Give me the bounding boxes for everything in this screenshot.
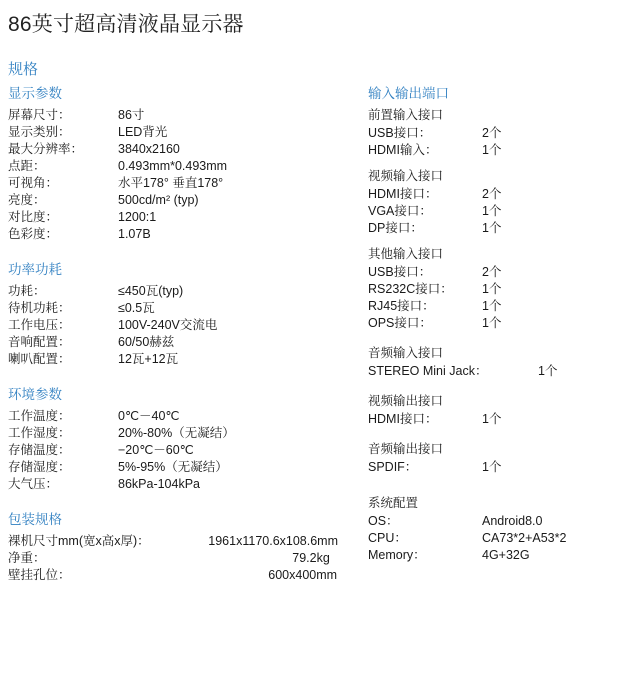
right-column bbox=[368, 86, 628, 574]
row-label: STEREO Mini Jack： bbox=[368, 364, 488, 378]
row-value: 4G+32G bbox=[482, 548, 530, 562]
row-value: 1个 bbox=[482, 299, 502, 313]
spacer bbox=[8, 503, 338, 512]
row-label: 可视角： bbox=[8, 176, 59, 190]
table-row bbox=[8, 283, 217, 300]
system-config-table bbox=[368, 513, 566, 564]
video-input-subtitle: 视频输入接口 bbox=[368, 169, 444, 183]
audio-input-subtitle: 音频输入接口 bbox=[368, 346, 444, 360]
table-row bbox=[8, 533, 338, 550]
audio-input-table bbox=[368, 363, 557, 380]
row-value: 500cd/m² (typ) bbox=[118, 193, 199, 207]
table-row bbox=[8, 550, 338, 567]
row-label: 功耗： bbox=[8, 284, 46, 298]
io-ports-title: 输入输出端口 bbox=[368, 86, 449, 101]
row-value: Android8.0 bbox=[482, 514, 543, 528]
row-label: Memory： bbox=[368, 548, 426, 562]
table-row bbox=[8, 408, 235, 425]
row-label: HDMI接口： bbox=[368, 412, 438, 426]
row-label: HDMI接口： bbox=[368, 187, 438, 201]
spacer bbox=[8, 253, 338, 262]
row-label: 最大分辨率： bbox=[8, 142, 84, 156]
row-label: 工作湿度： bbox=[8, 426, 71, 440]
row-value: −20℃－60℃ bbox=[118, 443, 194, 457]
row-label: 色彩度： bbox=[8, 227, 59, 241]
row-value: 1200:1 bbox=[118, 210, 157, 224]
row-label: 存储温度： bbox=[8, 443, 71, 457]
row-value: 3840x2160 bbox=[118, 142, 180, 156]
row-value: ≤450瓦(typ) bbox=[118, 284, 184, 298]
row-value: 1个 bbox=[538, 364, 558, 378]
spacer bbox=[8, 378, 338, 387]
row-value: 1个 bbox=[482, 412, 502, 426]
table-row bbox=[8, 141, 227, 158]
packaging-title: 包装规格 bbox=[8, 512, 62, 527]
row-value: 20%-80%（无凝结） bbox=[118, 426, 235, 440]
power-parameters-title: 功率功耗 bbox=[8, 262, 62, 277]
row-value: 1个 bbox=[482, 460, 502, 474]
system-config-title: 系统配置 bbox=[368, 496, 419, 510]
audio-output-table bbox=[368, 459, 501, 476]
video-output-subtitle: 视频输出接口 bbox=[368, 394, 444, 408]
row-label: 大气压： bbox=[8, 477, 59, 491]
row-label: 亮度： bbox=[8, 193, 46, 207]
table-row bbox=[368, 363, 557, 380]
table-row bbox=[368, 203, 501, 220]
row-label: CPU： bbox=[368, 531, 407, 545]
row-value: 1个 bbox=[482, 204, 502, 218]
row-value: 1个 bbox=[482, 221, 502, 235]
table-row bbox=[368, 411, 501, 428]
row-value: LED背光 bbox=[118, 125, 168, 139]
row-label: 屏幕尺寸： bbox=[8, 108, 71, 122]
row-value: 1961x1170.6x108.6mm bbox=[208, 534, 338, 548]
front-input-table bbox=[368, 125, 501, 159]
table-row bbox=[8, 175, 227, 192]
spacer bbox=[368, 237, 628, 246]
row-label: DP接口： bbox=[368, 221, 423, 235]
table-row bbox=[8, 124, 227, 141]
row-label: VGA接口： bbox=[368, 204, 432, 218]
row-value: 86kPa-104kPa bbox=[118, 477, 201, 491]
spec-section-heading: 规格 bbox=[8, 61, 39, 78]
table-row bbox=[368, 142, 501, 159]
spacer bbox=[368, 159, 628, 168]
table-row bbox=[8, 209, 227, 226]
table-row bbox=[368, 530, 566, 547]
table-row bbox=[368, 459, 501, 476]
row-label: 喇叭配置： bbox=[8, 352, 71, 366]
table-row bbox=[8, 158, 227, 175]
spacer bbox=[368, 380, 628, 393]
video-input-table bbox=[368, 186, 501, 237]
row-value: 5%-95%（无凝结） bbox=[118, 460, 228, 474]
environment-parameters-table bbox=[8, 408, 235, 493]
row-value: 1个 bbox=[482, 316, 502, 330]
table-row bbox=[8, 107, 227, 124]
table-row bbox=[368, 264, 501, 281]
row-value: 1.07B bbox=[118, 227, 151, 241]
row-label: 显示类别： bbox=[8, 125, 71, 139]
row-value: 水平178° 垂直178° bbox=[118, 176, 224, 190]
system-config-group bbox=[368, 495, 628, 564]
table-row bbox=[8, 459, 235, 476]
row-value: 1个 bbox=[482, 143, 502, 157]
power-parameters-group bbox=[8, 262, 338, 368]
page-title: 86英寸超高清液晶显示器 bbox=[8, 13, 244, 36]
table-row bbox=[8, 192, 227, 209]
table-row bbox=[368, 298, 501, 315]
row-value: 12瓦+12瓦 bbox=[118, 352, 179, 366]
row-value: ≤0.5瓦 bbox=[118, 301, 155, 315]
table-row bbox=[8, 442, 235, 459]
other-input-table bbox=[368, 264, 501, 332]
row-label: 对比度： bbox=[8, 210, 59, 224]
front-input-subtitle: 前置输入接口 bbox=[368, 108, 444, 122]
table-row bbox=[8, 567, 338, 584]
table-row bbox=[8, 300, 217, 317]
spacer bbox=[368, 332, 628, 345]
left-column bbox=[8, 86, 338, 594]
display-parameters-table bbox=[8, 107, 227, 243]
table-row bbox=[368, 220, 501, 237]
environment-parameters-title: 环境参数 bbox=[8, 387, 62, 402]
table-row bbox=[368, 125, 501, 142]
display-parameters-group bbox=[8, 86, 338, 243]
row-label: USB接口： bbox=[368, 126, 432, 140]
row-value: 0℃－40℃ bbox=[118, 409, 180, 423]
table-row bbox=[368, 513, 566, 530]
row-value: 86寸 bbox=[118, 108, 145, 122]
packaging-group bbox=[8, 512, 338, 584]
row-label: RJ45接口： bbox=[368, 299, 435, 313]
table-row bbox=[8, 425, 235, 442]
other-input-subtitle: 其他输入接口 bbox=[368, 247, 444, 261]
row-value: 79.2kg bbox=[292, 551, 330, 565]
row-value: 100V-240V交流电 bbox=[118, 318, 218, 332]
io-ports-group bbox=[368, 86, 628, 476]
packaging-table bbox=[8, 533, 338, 584]
table-row bbox=[8, 476, 235, 493]
table-row bbox=[8, 351, 217, 368]
row-label: 点距： bbox=[8, 159, 46, 173]
row-label: 工作温度： bbox=[8, 409, 71, 423]
display-parameters-title: 显示参数 bbox=[8, 86, 62, 101]
table-row bbox=[368, 547, 566, 564]
row-value: CA73*2+A53*2 bbox=[482, 531, 567, 545]
row-label: HDMI输入： bbox=[368, 143, 438, 157]
row-value: 0.493mm*0.493mm bbox=[118, 159, 228, 173]
spacer bbox=[368, 428, 628, 441]
row-value: 2个 bbox=[482, 265, 502, 279]
row-label: USB接口： bbox=[368, 265, 432, 279]
row-value: 2个 bbox=[482, 187, 502, 201]
row-label: 裸机尺寸mm(宽x高x厚)： bbox=[8, 534, 150, 548]
table-row bbox=[8, 317, 217, 334]
row-label: 净重： bbox=[8, 551, 46, 565]
video-output-table bbox=[368, 411, 501, 428]
row-value: 2个 bbox=[482, 126, 502, 140]
row-label: RS232C接口： bbox=[368, 282, 453, 296]
table-row bbox=[8, 226, 227, 243]
row-value: 600x400mm bbox=[268, 568, 338, 582]
environment-parameters-group bbox=[8, 387, 338, 493]
row-label: OS： bbox=[368, 514, 399, 528]
table-row bbox=[368, 281, 501, 298]
row-value: 60/50赫兹 bbox=[118, 335, 175, 349]
table-row bbox=[8, 334, 217, 351]
row-label: 工作电压： bbox=[8, 318, 71, 332]
row-value: 1个 bbox=[482, 282, 502, 296]
spacer bbox=[368, 486, 628, 495]
table-row bbox=[368, 315, 501, 332]
row-label: OPS接口： bbox=[368, 316, 432, 330]
row-label: SPDIF： bbox=[368, 460, 418, 474]
row-label: 存储湿度： bbox=[8, 460, 71, 474]
row-label: 音响配置： bbox=[8, 335, 71, 349]
row-label: 待机功耗： bbox=[8, 301, 71, 315]
table-row bbox=[368, 186, 501, 203]
audio-output-subtitle: 音频输出接口 bbox=[368, 442, 444, 456]
row-label: 壁挂孔位： bbox=[8, 568, 71, 582]
power-parameters-table bbox=[8, 283, 217, 368]
